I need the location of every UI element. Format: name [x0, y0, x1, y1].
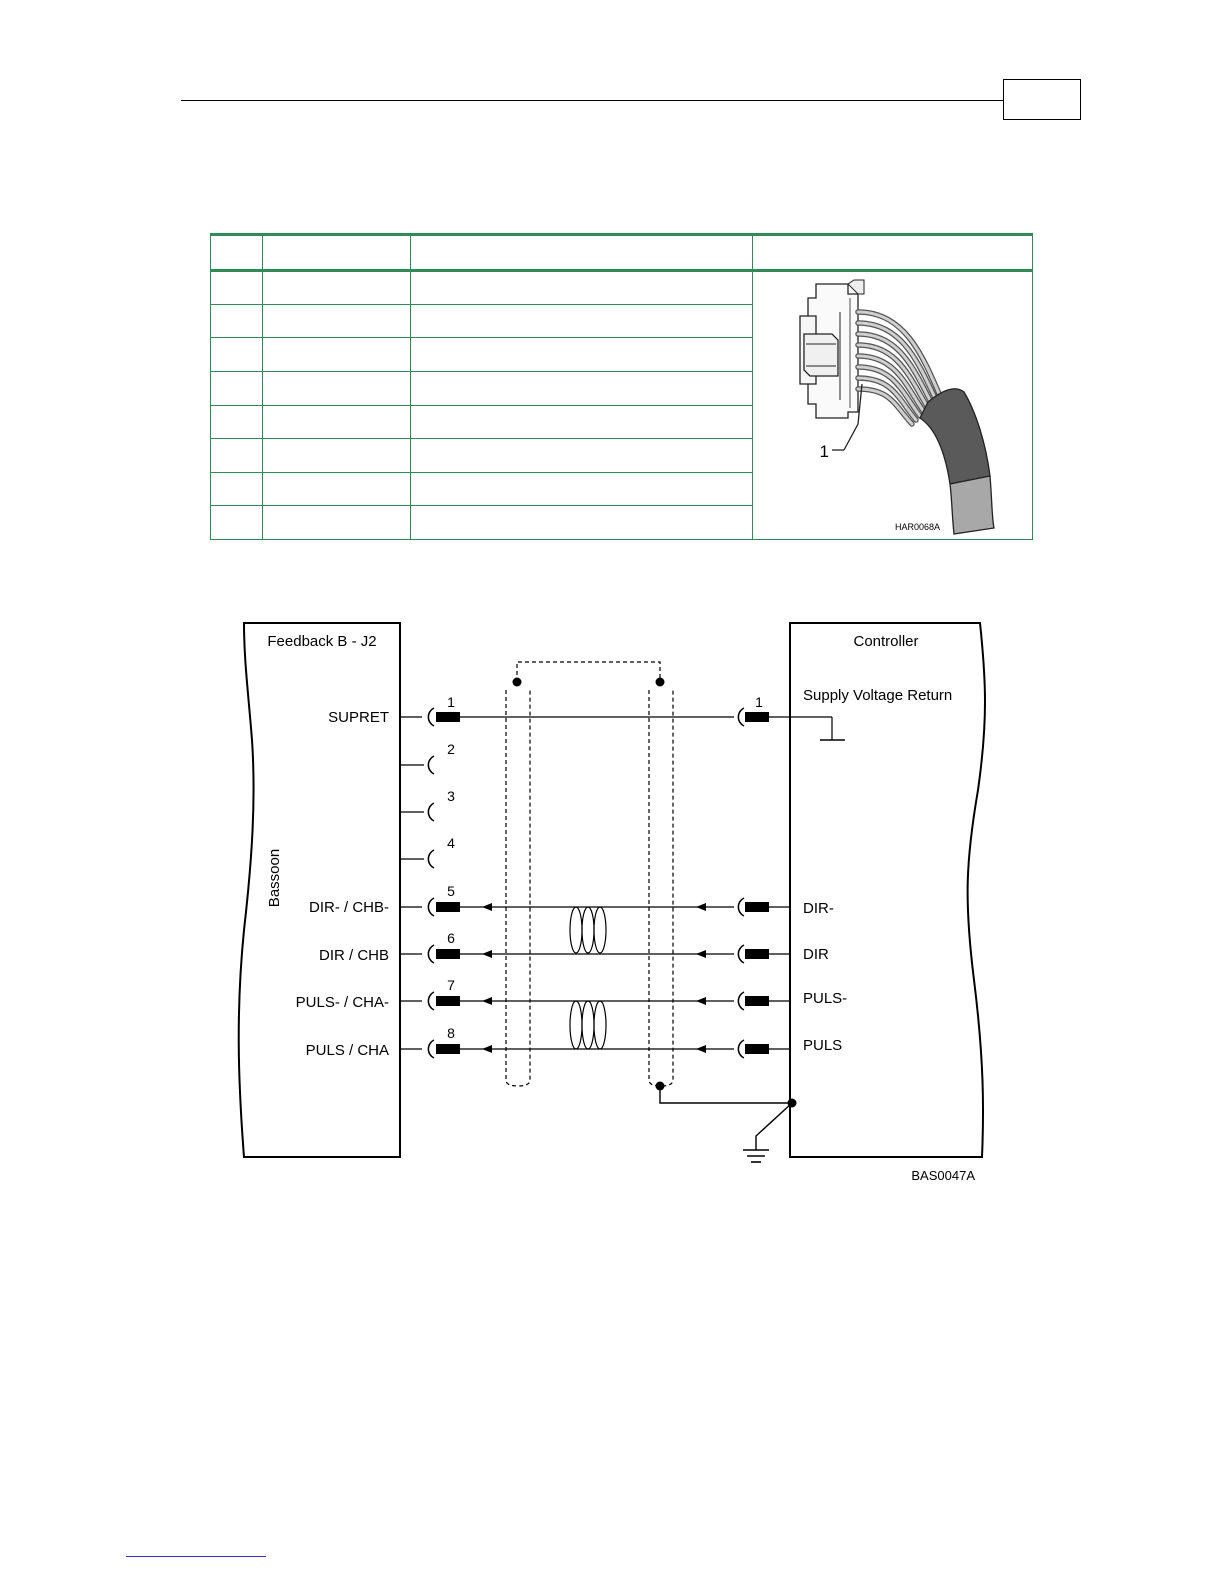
right-pin-label: DIR — [803, 946, 829, 963]
pin-cell — [211, 506, 263, 540]
signal-cell — [263, 371, 411, 405]
right-pin-label: PULS- — [803, 990, 848, 1007]
supply-voltage-return-label: Supply Voltage Return — [803, 687, 953, 704]
pin-row-3 — [400, 803, 434, 821]
function-cell — [411, 439, 753, 473]
callout-label: 1 — [819, 442, 829, 461]
left-pin-number: 7 — [447, 977, 455, 993]
function-cell — [411, 472, 753, 506]
signal-cell — [263, 271, 411, 305]
header-function — [411, 235, 753, 271]
left-pin-label: PULS- / CHA- — [295, 994, 389, 1011]
shield-node — [513, 678, 522, 687]
signal-cell — [263, 304, 411, 338]
left-pin-label: SUPRET — [328, 709, 389, 726]
pin-row-7 — [400, 992, 790, 1010]
feedback-connector-block — [239, 623, 400, 1157]
twisted-pair — [570, 1001, 606, 1049]
pin-cell — [211, 371, 263, 405]
table-header-row — [211, 235, 1033, 271]
shield-drain-wire — [660, 1086, 792, 1103]
header-rule — [181, 100, 1004, 101]
left-pin-label: PULS / CHA — [305, 1042, 389, 1059]
left-pin-label: DIR / CHB — [318, 947, 389, 964]
left-pin-number: 4 — [447, 835, 455, 851]
pin-cell — [211, 304, 263, 338]
left-pin-number: 6 — [447, 930, 455, 946]
pin-cell — [211, 405, 263, 439]
pin-row-5 — [400, 898, 790, 916]
right-pin-label: PULS — [803, 1037, 843, 1054]
right-block-title: Controller — [853, 633, 919, 650]
function-cell — [411, 506, 753, 540]
left-block-title: Feedback B - J2 — [267, 633, 377, 650]
signal-cell — [263, 338, 411, 372]
header-pin — [211, 235, 263, 271]
table-row — [211, 271, 1033, 305]
right-pin-label: DIR- — [803, 900, 834, 917]
page-number-box — [1003, 79, 1081, 120]
twisted-pair — [570, 907, 606, 953]
left-block-vertical-label: Bassoon — [266, 848, 283, 908]
signal-cell — [263, 405, 411, 439]
pin-cell — [211, 271, 263, 305]
left-pin-number: 5 — [447, 883, 455, 899]
function-cell — [411, 271, 753, 305]
earth-wire — [756, 1103, 792, 1150]
pin-cell — [211, 472, 263, 506]
right-pin-number: 1 — [755, 694, 763, 710]
connector-harness-image — [754, 272, 1032, 536]
connector-image-cell — [753, 271, 1033, 540]
header-pin-positions — [753, 235, 1033, 271]
function-cell — [411, 371, 753, 405]
function-cell — [411, 304, 753, 338]
function-cell — [411, 405, 753, 439]
pin-row-2 — [400, 756, 434, 774]
signal-cell — [263, 506, 411, 540]
image-code: HAR0068A — [894, 522, 940, 532]
earth-ground-icon — [743, 1150, 769, 1162]
pin-row-6 — [400, 945, 790, 963]
left-pin-number: 2 — [447, 741, 455, 757]
pin-cell — [211, 439, 263, 473]
left-pin-number: 8 — [447, 1025, 455, 1041]
pin-cell — [211, 338, 263, 372]
connector-pinout-table — [210, 233, 1033, 540]
pin-row-1 — [400, 708, 845, 740]
pin-row-4 — [400, 850, 434, 868]
header-signal — [263, 235, 411, 271]
signal-cell — [263, 472, 411, 506]
left-pin-number: 1 — [447, 694, 455, 710]
function-cell — [411, 338, 753, 372]
shield-node — [656, 678, 665, 687]
wiring-schematic — [230, 615, 1010, 1190]
footnote-rule — [126, 1556, 266, 1557]
signal-cell — [263, 439, 411, 473]
cable-shield — [506, 662, 673, 1086]
schematic-code: BAS0047A — [911, 1168, 975, 1183]
left-pin-number: 3 — [447, 788, 455, 804]
left-pin-label: DIR- / CHB- — [309, 899, 389, 916]
pin-row-8 — [400, 1040, 790, 1058]
